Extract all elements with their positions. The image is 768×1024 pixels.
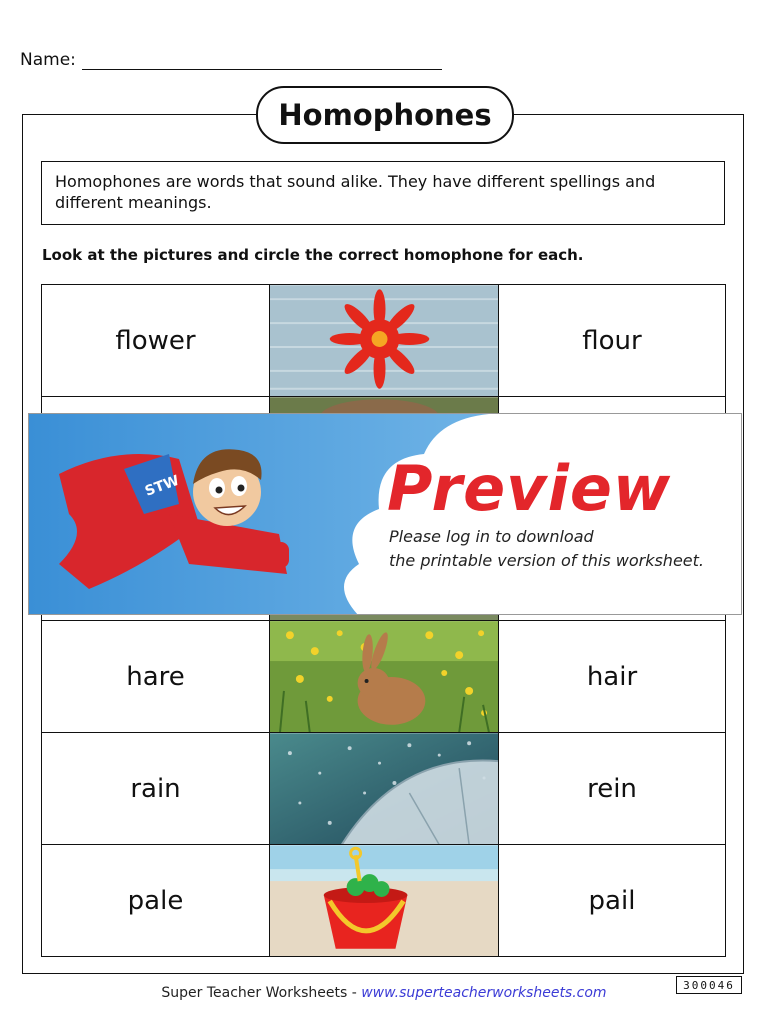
superhero-mascot-icon xyxy=(29,414,359,615)
intro-box: Homophones are words that sound alike. They have different spellings and different meanings. xyxy=(41,161,725,225)
rabbit-in-grass-icon xyxy=(269,621,498,732)
umbrella-in-rain-icon xyxy=(269,733,498,844)
preview-text-block xyxy=(389,454,704,572)
right-word[interactable]: pail xyxy=(498,845,726,956)
right-word[interactable]: flour xyxy=(498,285,726,396)
name-label: Name: xyxy=(20,50,76,70)
name-line[interactable] xyxy=(82,51,442,70)
mascot-badge: STW xyxy=(142,472,182,500)
table-row xyxy=(41,733,726,845)
instructions: Look at the pictures and circle the correct homophone for each. xyxy=(42,246,584,264)
left-word[interactable]: rain xyxy=(41,733,269,844)
table-row xyxy=(41,621,726,733)
homophone-table xyxy=(41,284,726,957)
preview-line-1: Please log in to download xyxy=(389,527,594,546)
table-row xyxy=(41,285,726,397)
table-row xyxy=(41,845,726,957)
footer-link[interactable]: www.superteacherworksheets.com xyxy=(361,985,607,1001)
preview-line-2: the printable version of this worksheet. xyxy=(389,551,704,570)
preview-banner[interactable] xyxy=(28,413,742,615)
worksheet-title: Homophones xyxy=(256,86,514,144)
footer xyxy=(0,985,768,1001)
left-word[interactable]: hare xyxy=(41,621,269,732)
right-word[interactable]: hair xyxy=(498,621,726,732)
footer-brand: Super Teacher Worksheets - xyxy=(161,985,362,1001)
red-flower-icon xyxy=(269,285,498,396)
preview-heading: Preview xyxy=(387,452,672,525)
worksheet-code: 300046 xyxy=(676,976,742,994)
right-word[interactable]: rein xyxy=(498,733,726,844)
sand-pail-icon xyxy=(269,845,498,956)
left-word[interactable]: flower xyxy=(41,285,269,396)
name-field-row xyxy=(20,50,442,70)
left-word[interactable]: pale xyxy=(41,845,269,956)
